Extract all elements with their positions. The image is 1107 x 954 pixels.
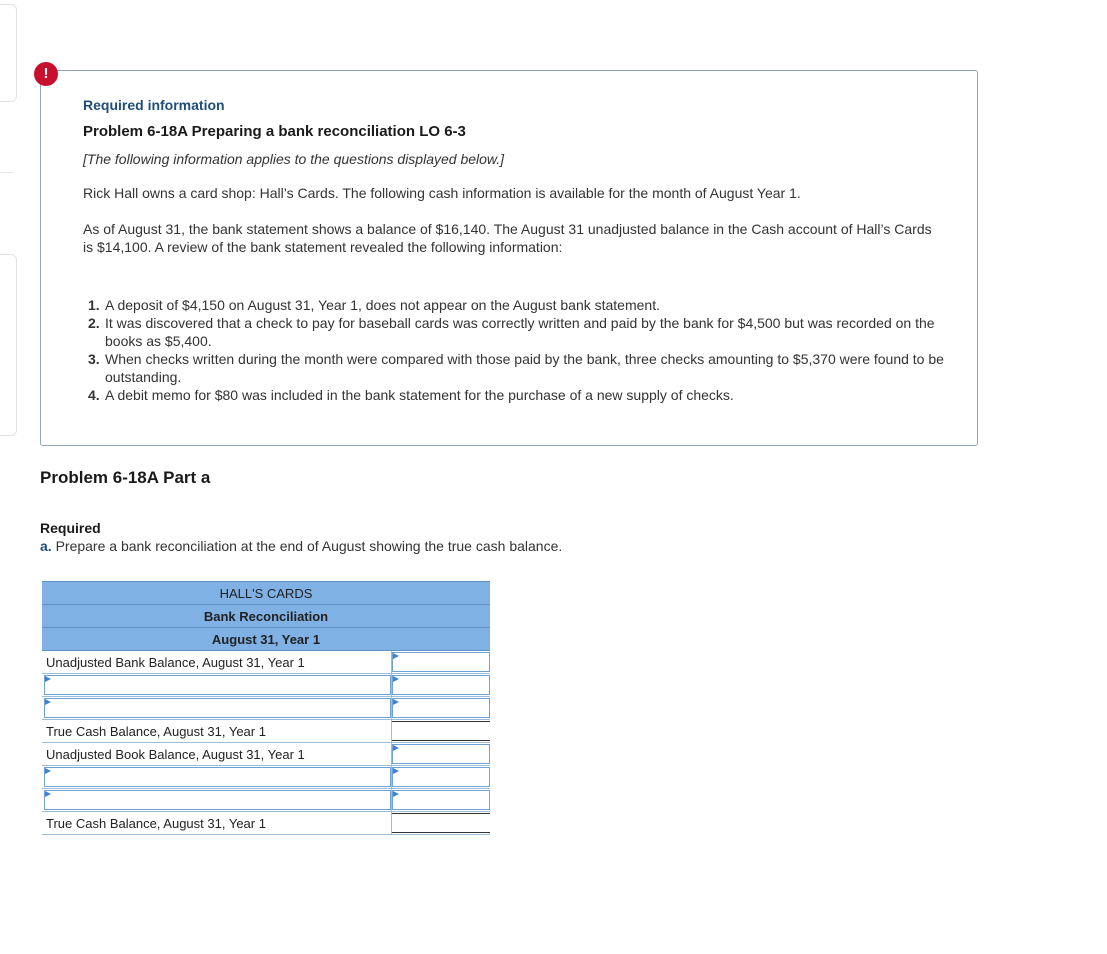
problem-title: Problem 6-18A Preparing a bank reconciliation LO 6-3 — [83, 123, 466, 140]
requirement-a: a. Prepare a bank reconciliation at the end of August showing the true cash balance. — [40, 538, 563, 554]
book-adjustment-2-description[interactable] — [44, 790, 391, 810]
statement-date: August 31, Year 1 — [42, 628, 490, 651]
input-marker-icon — [393, 768, 399, 774]
table-row — [42, 789, 490, 812]
table-row — [42, 651, 490, 674]
true-cash-balance-book-total — [392, 813, 490, 833]
list-item: 3. When checks written during the month were compared with those paid by the bank, three checks amounting to $5,370 were found to be outstanding. — [88, 351, 944, 385]
bank-adjustment-2-description[interactable] — [44, 698, 391, 718]
applies-note: [The following information applies to the questions displayed below.] — [83, 151, 505, 167]
list-item: 4. A debit memo for $80 was included in the bank statement for the purchase of a new supply of checks. — [88, 387, 734, 403]
table-row — [42, 720, 490, 743]
input-marker-icon — [393, 745, 399, 751]
table-row — [42, 766, 490, 789]
table-row — [42, 743, 490, 766]
input-marker-icon — [393, 676, 399, 682]
company-name: HALL'S CARDS — [42, 582, 490, 605]
unadjusted-bank-balance-label: Unadjusted Bank Balance, August 31, Year 1 — [42, 651, 391, 674]
unadjusted-book-balance-label: Unadjusted Book Balance, August 31, Year 1 — [42, 743, 391, 766]
book-adjustment-2-amount[interactable] — [392, 790, 490, 810]
input-marker-icon — [45, 699, 51, 705]
alert-icon: ! — [34, 62, 58, 86]
true-cash-balance-book-label: True Cash Balance, August 31, Year 1 — [42, 812, 391, 835]
statement-name: Bank Reconciliation — [42, 605, 490, 628]
bank-adjustment-1-amount[interactable] — [392, 675, 490, 695]
list-item: 2. It was discovered that a check to pay for baseball cards was correctly written and paid by the bank for $4,500 but was recorded on the books as $5,400. — [88, 315, 935, 349]
book-adjustment-1-amount[interactable] — [392, 767, 490, 787]
intro-paragraph: Rick Hall owns a card shop: Hall’s Cards. The following cash information is available for the month of August Year 1. — [83, 185, 801, 201]
table-row — [42, 674, 490, 697]
table-row — [42, 812, 490, 835]
information-list — [88, 296, 958, 404]
required-information-box — [40, 70, 978, 446]
bank-reconciliation-table — [42, 581, 490, 835]
input-marker-icon — [45, 676, 51, 682]
required-information-heading: Required information — [83, 97, 225, 113]
table-row — [42, 697, 490, 720]
input-marker-icon — [45, 768, 51, 774]
sidebar-edge-divider — [0, 172, 14, 173]
list-item: 1. A deposit of $4,150 on August 31, Year 1, does not appear on the August bank statement. — [88, 297, 660, 313]
unadjusted-bank-balance-amount[interactable] — [392, 652, 490, 672]
input-marker-icon — [45, 791, 51, 797]
input-marker-icon — [393, 791, 399, 797]
sidebar-edge-tab — [0, 4, 17, 102]
bank-adjustment-2-amount[interactable] — [392, 698, 490, 718]
balance-paragraph: As of August 31, the bank statement shows a balance of $16,140. The August 31 unadjusted balance in the Cash account of Hall’s Cards is $14,100. A review of the bank statement revealed the following information: — [83, 221, 932, 255]
true-cash-balance-bank-total — [392, 721, 490, 741]
true-cash-balance-bank-label: True Cash Balance, August 31, Year 1 — [42, 720, 391, 743]
bank-adjustment-1-description[interactable] — [44, 675, 391, 695]
part-title: Problem 6-18A Part a — [40, 468, 211, 487]
input-marker-icon — [393, 653, 399, 659]
book-adjustment-1-description[interactable] — [44, 767, 391, 787]
input-marker-icon — [393, 699, 399, 705]
unadjusted-book-balance-amount[interactable] — [392, 744, 490, 764]
sidebar-edge-tab — [0, 254, 17, 436]
required-label: Required — [40, 520, 101, 536]
